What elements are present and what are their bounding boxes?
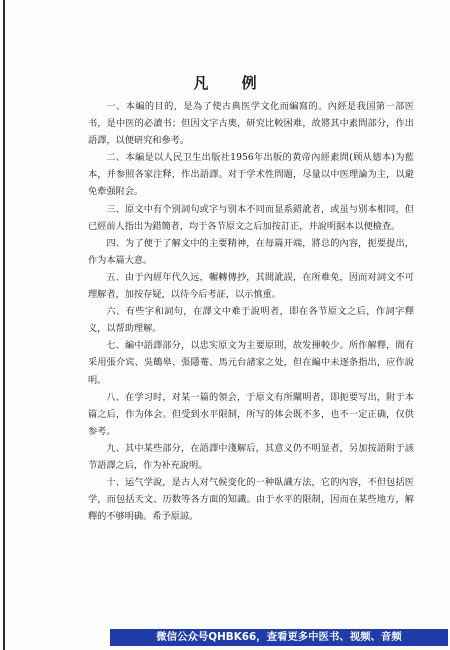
page-title: 凡 例 bbox=[193, 74, 271, 92]
paragraph-5: 五、由于內經年代久远，輾轉傳抄，其間訛誤，在所难免，因而对詞文不可理解者，加按存疑，以待今后考証，以示慎重。 bbox=[88, 271, 414, 301]
paragraph-4: 四、为了便于了解文中的主要精神，在每篇开端，將总的內容，扼要提出，作为本篇大意。 bbox=[88, 237, 414, 266]
paragraph-2: 二、本編是以人民卫生出版社1956年出版的黄帝內經素問(顾从德本)为藍本，并参照各家注释，作出語譯。对于学术性問題，尽量以中医理論为主，以避免牽强附会。 bbox=[88, 152, 414, 198]
paragraph-1: 一、本編的目的，是為了使古典医学文化而編寫的。內經是我国第一部医书，是中医的必讀书；但因文字古奧，研究比較困难，故將其中素問部分，作出語譯，以便研究和參考。 bbox=[88, 101, 414, 147]
paragraph-8: 八、在学习时，对某一篇的領会，于原文有所闡明者，即扼要写出，附于本篇之后，作为体会。但受到水平限制，所写的体会既不多，也不一定正确，仅供参考。 bbox=[88, 391, 414, 437]
page-edge-rule bbox=[3, 0, 5, 650]
watermark-banner: 微信公众号QHBK66，查看更多中医书、视频、音频 bbox=[110, 629, 448, 646]
paragraph-3: 三、原文中有个别詞句或字与别本不同而显系錯訛者，或虽与别本相同，但已經前人指出为錯簡者，均于各节原文之后加按訂正，并說明据本以便檢查。 bbox=[88, 203, 414, 232]
paragraph-7: 七、編中語譯部分，以忠实原文为主要原則，故发揮較少。所作解釋，間有采用張介宾、吳鶴皋、張隱菴、馬元台諸家之处，但在編中未逐条指出，应作說明。 bbox=[88, 340, 414, 386]
body-text bbox=[88, 98, 414, 525]
paragraph-9: 九、其中某些部分，在語譯中淺解后，其意义仍不明显者，另加按語附于該节語譯之后，作为补充說明。 bbox=[88, 442, 414, 471]
paragraph-6: 六、有些字和詞句，在譯文中难于說明者，即在各节原文之后，作詞字釋义，以帮助理解。 bbox=[88, 306, 414, 335]
paragraph-10: 十、运气学說，是古人对气候变化的一种臥識方法，它的內容，不但包括医学，而包括天文、历数等各方面的知識。由于水平的限制，因而在某些地方，解釋的不够明确。希予原諒。 bbox=[88, 477, 414, 523]
